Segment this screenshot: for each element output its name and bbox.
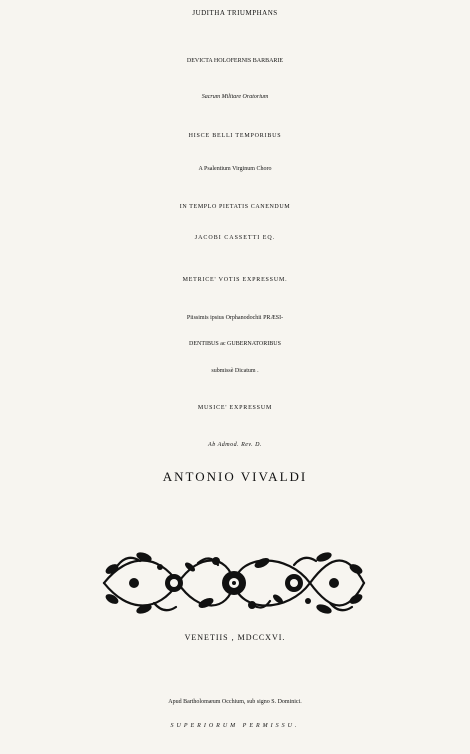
line-musice: MUSICE' EXPRESSUM [197, 405, 273, 411]
line-admod: Ab Admod. Rev. D. [208, 442, 262, 448]
subtitle-devicta: DEVICTA HOLOFERNIS BARBARIE [186, 58, 284, 64]
subtitle-sacrum: Sacrum Militare Oratorium [201, 94, 269, 100]
line-templo: IN TEMPLO PIETATIS CANENDUM [179, 204, 291, 210]
floral-ornament [98, 543, 370, 623]
dedication-line-3: submissè Dicatum . [211, 368, 259, 374]
dedication-line-1: Piissimis ipsius Orphanodochii PRÆSI- [186, 315, 284, 321]
librettist-name: JACOBI CASSETTI EQ. [194, 235, 276, 241]
dedication-line-2: DENTIBUS ac GUBERNATORIBUS [189, 341, 281, 347]
line-hisce: HISCE BELLI TEMPORIBUS [188, 133, 282, 139]
composer-name: ANTONIO VIVALDI [162, 469, 308, 484]
line-metrice: METRICE' VOTIS EXPRESSUM. [182, 277, 288, 283]
oratorio-title: JUDITHA TRIUMPHANS [192, 9, 278, 17]
imprint-place-date: VENETIIS , MDCCXVI. [184, 633, 286, 642]
imprint-printer: Apud Bartholomæum Occhium, sub signo S. Dominici. [168, 699, 302, 705]
line-psalentium: A Psalentium Virginum Choro [198, 166, 272, 172]
imprint-permission: SUPERIORUM PERMISSU. [170, 723, 300, 729]
